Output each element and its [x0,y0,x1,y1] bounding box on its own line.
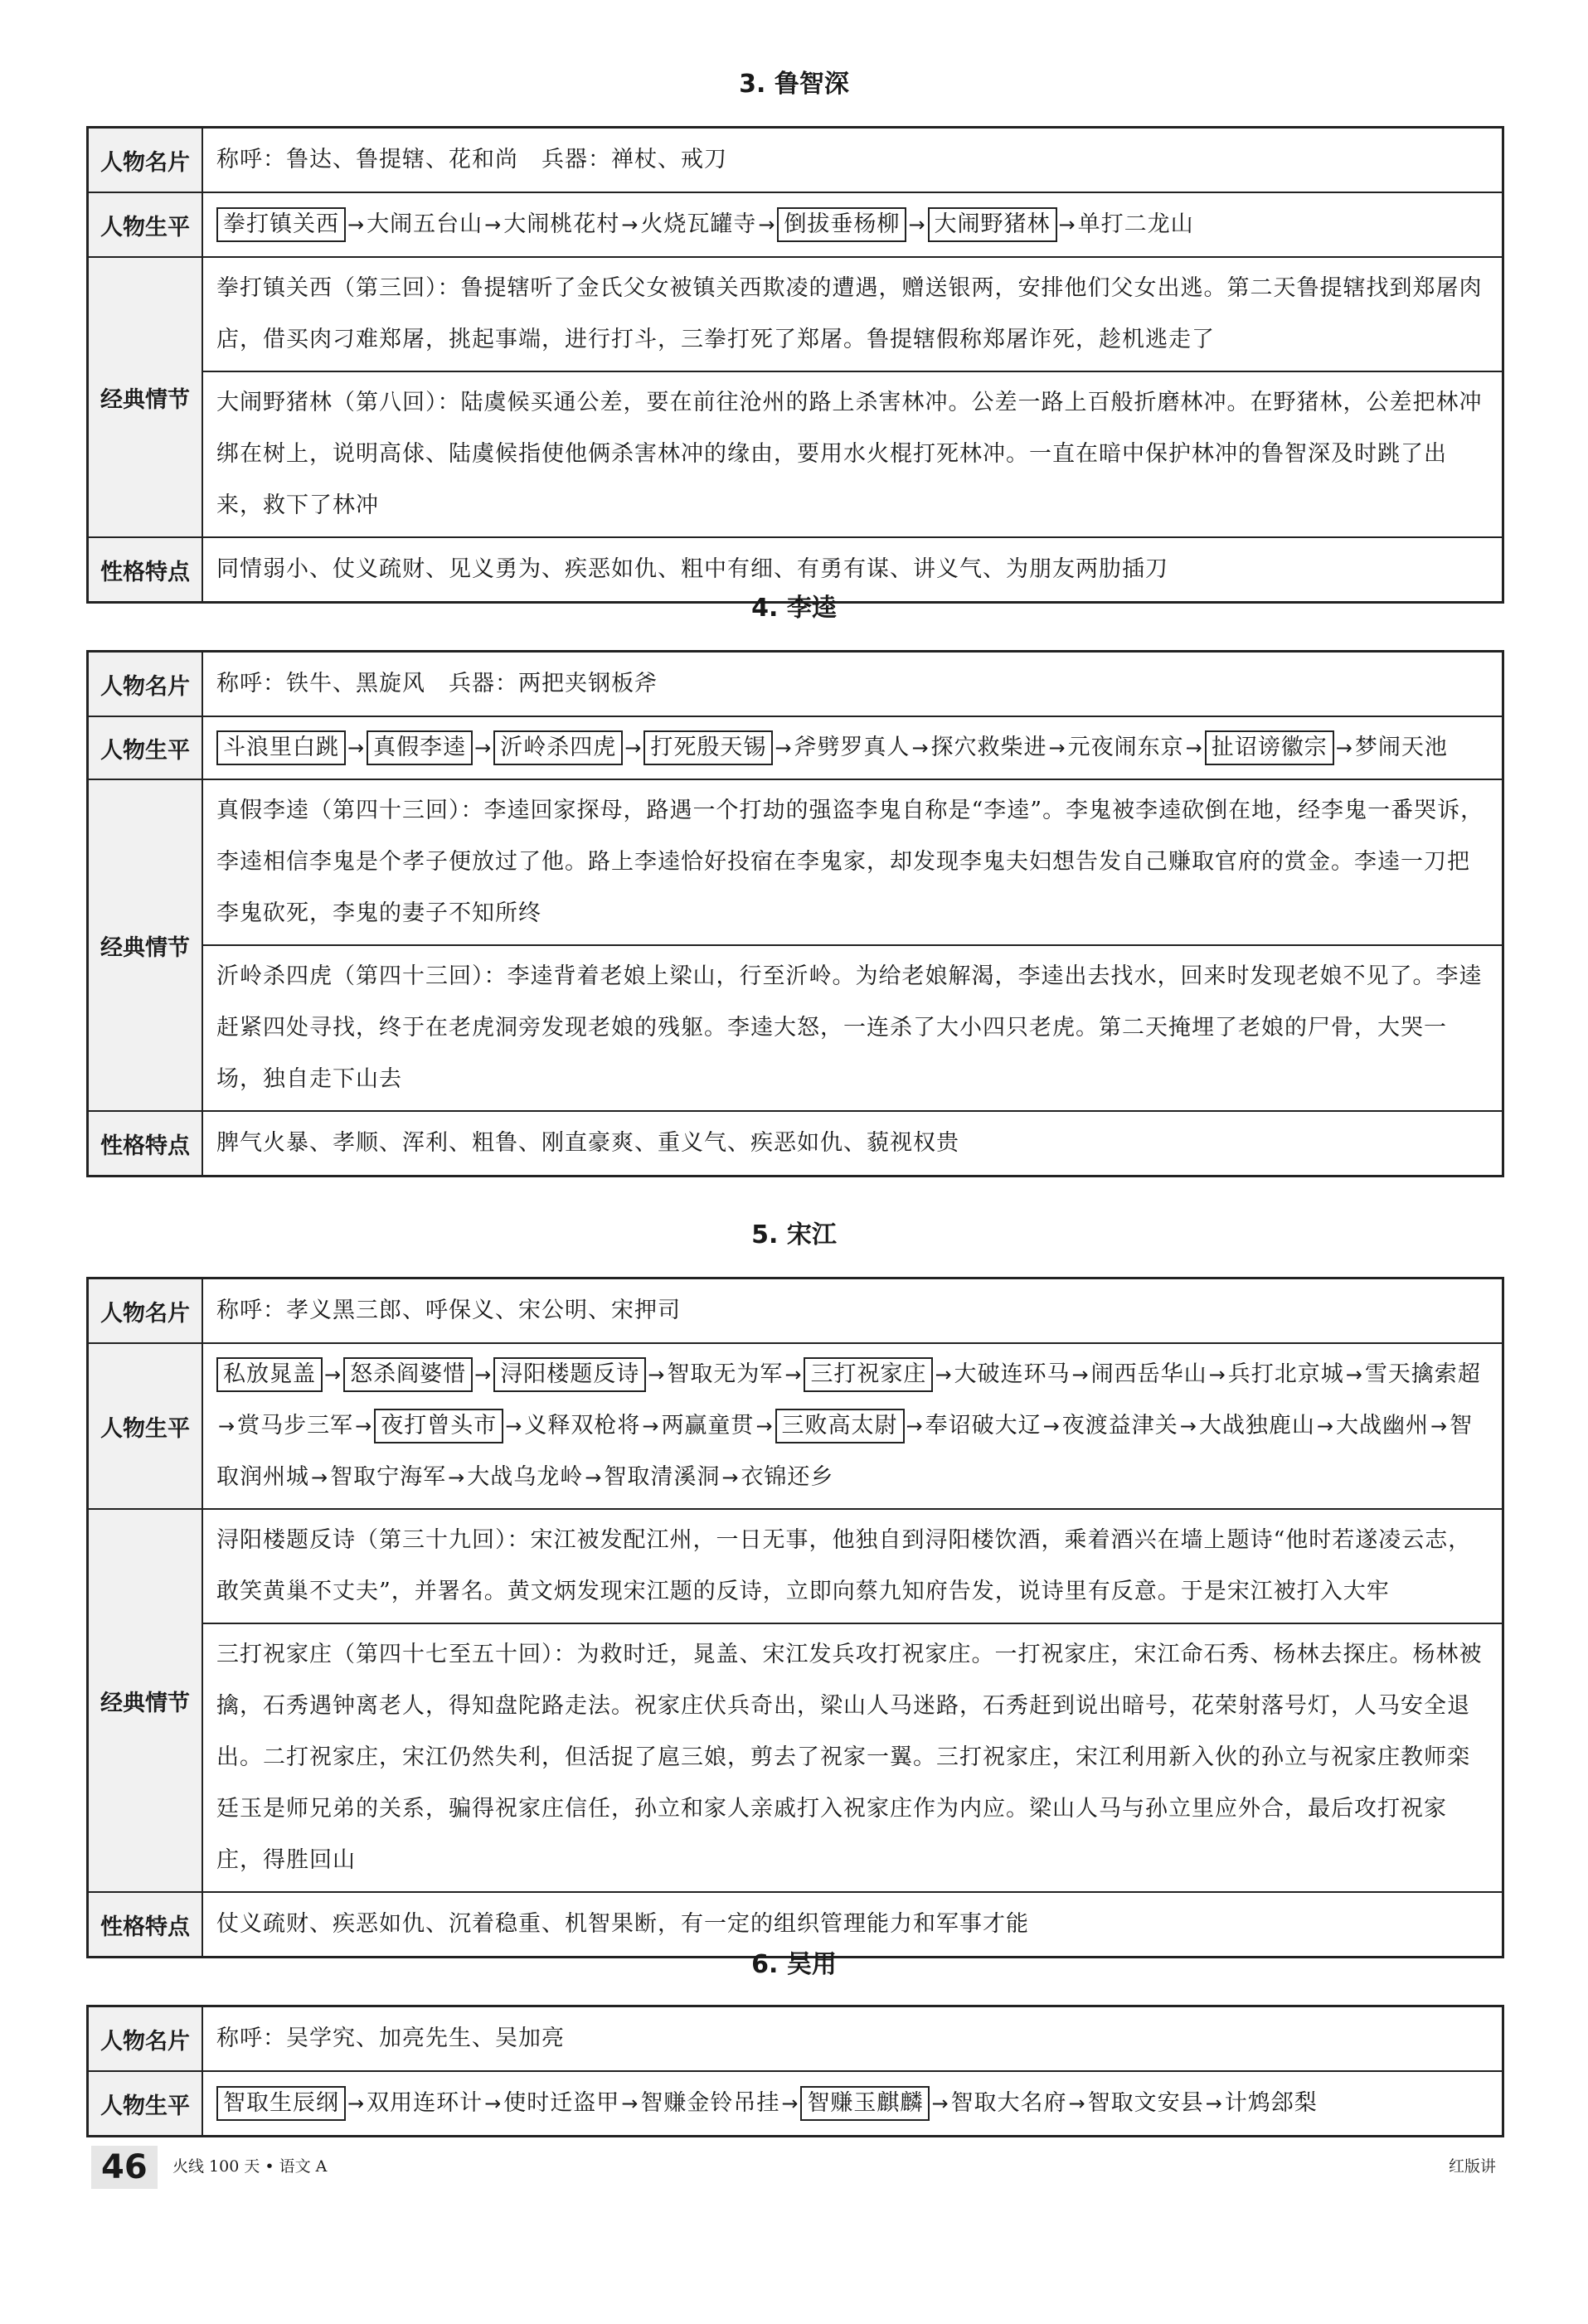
row-label-life: 人物生平 [88,716,203,779]
life-flow [202,192,1503,257]
flow-arrow: → [218,1414,236,1438]
plot-text: 浔阳楼题反诗（第三十九回）：宋江被发配江州，一日无事，他独自到浔阳楼饮酒，乘着酒兴在墙上题诗“他时若遂凌云志，敢笑黄巢不丈夫”，并署名。黄文炳发现宋江题的反诗，立即向蔡九知府告发，说诗里有反意。于是宋江被打入大牢 [202,1509,1503,1623]
row-label-traits: 性格特点 [88,1892,203,1958]
life-event: 兵打北京城 [1227,1361,1344,1387]
life-flow [202,716,1503,779]
life-event: 智取宁海军 [330,1464,447,1490]
life-event: 单打二龙山 [1077,211,1194,237]
plot-text: 大闹野猪林（第八回）：陆虞候买通公差，要在前往沧州的路上杀害林冲。公差一路上百般折磨林冲。在野猪林，公差把林冲绑在树上，说明高俅、陆虞候指使他俩杀害林冲的缘由，要用水火棍打死林冲。一直在暗中保护林冲的鲁智深及时跳了出来，救下了林冲 [202,371,1503,537]
section-title-wu-yong: 6. 吴用 [751,1950,837,1979]
flow-arrow: → [585,1466,603,1489]
flow-arrow: → [1071,1363,1090,1386]
flow-arrow: → [775,736,793,759]
nickname-row [88,1278,1503,1344]
life-event: 奉诏破大辽 [925,1413,1042,1439]
life-event: 火烧瓦罐寺 [640,211,757,237]
flow-arrow: → [784,1363,803,1386]
row-label-nickname: 人物名片 [88,1278,203,1344]
flow-arrow: → [1048,736,1066,759]
plot-text: 沂岭杀四虎（第四十三回）：李逵背着老娘上梁山，行至沂岭。为给老娘解渴，李逵出去找水，回来时发现老娘不见了。李逵赶紧四处寻找，终于在老虎洞旁发现老娘的残躯。李逵大怒，一连杀了大小四只老虎。第二天掩埋了老娘的尸骨，大哭一场，独自走下山去 [202,945,1503,1111]
flow-arrow: → [906,1414,924,1438]
plot-row [88,779,1503,945]
section-title-song-jiang: 5. 宋江 [751,1220,837,1249]
flow-arrow: → [484,213,503,236]
character-table-lu-zhishen [86,126,1504,604]
life-event: 智取润州城 [216,1413,1474,1490]
section-title-lu-zhishen: 3. 鲁智深 [739,70,849,99]
life-event: 大战乌龙岭 [467,1464,584,1490]
character-table-song-jiang [86,1277,1504,1958]
flow-arrow: → [1335,736,1353,759]
life-event: 大战独鹿山 [1198,1413,1315,1439]
nickname-row [88,652,1503,717]
life-event: 梦闹天池 [1354,735,1448,760]
flow-arrow: → [621,2092,639,2115]
row-label-life: 人物生平 [88,2071,203,2137]
life-event: 夜渡益津关 [1061,1413,1178,1439]
flow-arrow: → [648,1363,666,1386]
book-series-label: 火线 100 天 • 语文 A [172,2157,328,2176]
life-event-key: 智赚玉麒麟 [800,2086,930,2121]
flow-arrow: → [1042,1414,1061,1438]
life-event-key: 拳打镇关西 [216,207,346,242]
plot-row [88,1509,1503,1623]
flow-arrow: → [1345,1363,1363,1386]
life-event-key: 扯诏谤徽宗 [1205,730,1334,765]
life-event: 双用连环计 [367,2090,483,2116]
life-event-key: 大闹野猪林 [928,207,1057,242]
life-flow [202,2071,1503,2137]
flow-arrow: → [311,1466,329,1489]
flow-arrow: → [474,1363,493,1386]
flow-arrow: → [1316,1414,1334,1438]
row-label-plots: 经典情节 [88,1509,203,1892]
life-event: 大闹桃花村 [503,211,620,237]
flow-arrow: → [935,1363,953,1386]
nickname-row [88,2006,1503,2072]
plot-text: 拳打镇关西（第三回）：鲁提辖听了金氏父女被镇关西欺凌的遭遇，赠送银两，安排他们父女出逃。第二天鲁提辖找到郑屠肉店，借买肉刁难郑屠，挑起事端，进行打斗，三拳打死了郑屠。鲁提辖假称郑屠诈死，趁机逃走了 [202,257,1503,371]
row-label-plots: 经典情节 [88,779,203,1111]
flow-arrow: → [1205,2092,1223,2115]
life-row [88,1343,1503,1509]
flow-arrow: → [758,213,776,236]
life-event-key: 斗浪里白跳 [216,730,346,765]
page-number: 46 [91,2146,158,2189]
life-event-key: 私放晁盖 [216,1357,323,1392]
life-event-key: 怒杀阎婆惜 [343,1357,473,1392]
section-title-li-kui: 4. 李逵 [751,594,837,623]
plot-row [88,371,1503,537]
life-event-key: 倒拔垂杨柳 [777,207,906,242]
flow-arrow: → [755,1414,774,1438]
nickname-row [88,128,1503,193]
flow-arrow: → [1068,2092,1086,2115]
flow-arrow: → [781,2092,799,2115]
page-footer [86,2144,1504,2194]
flow-arrow: → [931,2092,949,2115]
flow-arrow: → [721,1466,740,1489]
traits-text: 脾气火暴、孝顺、浑利、粗鲁、刚直豪爽、重义气、疾恶如仇、藐视权贵 [202,1111,1503,1177]
flow-arrow: → [484,2092,503,2115]
life-event-key: 智取生辰纲 [216,2086,346,2121]
life-event: 衣锦还乡 [741,1464,834,1490]
nickname-text: 称呼：鲁达、鲁提辖、花和尚 兵器：禅杖、戒刀 [202,128,1503,193]
flow-arrow: → [347,2092,366,2115]
flow-arrow: → [1179,1414,1197,1438]
life-row [88,716,1503,779]
flow-arrow: → [908,213,926,236]
life-event-key: 沂岭杀四虎 [493,730,623,765]
traits-text: 仗义疏财、疾恶如仇、沉着稳重、机智果断，有一定的组织管理能力和军事才能 [202,1892,1503,1958]
flow-arrow: → [324,1363,342,1386]
row-label-traits: 性格特点 [88,1111,203,1177]
flow-arrow: → [347,213,366,236]
life-event-key: 三败高太尉 [775,1409,905,1443]
life-event-key: 浔阳楼题反诗 [493,1357,646,1392]
row-label-life: 人物生平 [88,192,203,257]
life-event: 探穴救柴进 [930,735,1047,760]
life-event: 赏马步三军 [237,1413,354,1439]
life-row [88,2071,1503,2137]
flow-arrow: → [642,1414,660,1438]
life-event: 大战幽州 [1335,1413,1429,1439]
life-event: 使时迁盗甲 [503,2090,620,2116]
life-row [88,192,1503,257]
plot-row [88,1623,1503,1892]
life-event: 智赚金铃吊挂 [640,2090,780,2116]
plot-text: 三打祝家庄（第四十七至五十回）：为救时迁，晁盖、宋江发兵攻打祝家庄。一打祝家庄，宋江命石秀、杨林去探庄。杨林被擒，石秀遇钟离老人，得知盘陀路走法。祝家庄伏兵奇出，梁山人马迷路，石秀赶到说出暗号，花荣射落号灯，人马安全退出。二打祝家庄，宋江仍然失利，但活捉了扈三娘，剪去了祝家一翼。三打祝家庄，宋江利用新入伙的孙立与祝家庄教师栾廷玉是师兄弟的关系，骗得祝家庄信任，孙立和家人亲戚打入祝家庄作为内应。梁山人马与孙立里应外合，最后攻打祝家庄，得胜回山 [202,1623,1503,1892]
life-event: 元夜闹东京 [1067,735,1184,760]
flow-arrow: → [355,1414,373,1438]
row-label-traits: 性格特点 [88,537,203,603]
life-event: 智取清溪洞 [604,1464,721,1490]
flow-arrow: → [621,213,639,236]
life-event: 义释双枪将 [524,1413,641,1439]
nickname-text: 称呼：孝义黑三郎、呼保义、宋公明、宋押司 [202,1278,1503,1344]
flow-arrow: → [474,736,493,759]
life-event: 智取大名府 [950,2090,1067,2116]
life-event: 大闹五台山 [367,211,483,237]
life-event: 闹西岳华山 [1090,1361,1207,1387]
life-event: 两赢童贯 [661,1413,755,1439]
flow-arrow: → [1430,1414,1449,1438]
life-event: 大破连环马 [954,1361,1071,1387]
flow-arrow: → [1208,1363,1226,1386]
life-event: 智取无为军 [667,1361,784,1387]
life-event: 雪天擒索超 [1364,1361,1481,1387]
life-event-key: 三打祝家庄 [804,1357,933,1392]
flow-arrow: → [911,736,930,759]
traits-text: 同情弱小、仗义疏财、见义勇为、疾恶如仇、粗中有细、有勇有谋、讲义气、为朋友两肋插刀 [202,537,1503,603]
flow-arrow: → [448,1466,466,1489]
row-label-nickname: 人物名片 [88,652,203,717]
life-event: 斧劈罗真人 [794,735,911,760]
row-label-nickname: 人物名片 [88,2006,203,2072]
flow-arrow: → [347,736,366,759]
life-event-key: 真假李逵 [367,730,473,765]
flow-arrow: → [505,1414,523,1438]
traits-row [88,1111,1503,1177]
nickname-text: 称呼：铁牛、黑旋风 兵器：两把夹钢板斧 [202,652,1503,717]
edition-label: 红版讲 [1448,2157,1496,2176]
life-event: 智取文安县 [1087,2090,1204,2116]
row-label-plots: 经典情节 [88,257,203,537]
plot-row [88,945,1503,1111]
row-label-nickname: 人物名片 [88,128,203,193]
life-event-key: 夜打曾头市 [374,1409,503,1443]
flow-arrow: → [1185,736,1203,759]
character-table-wu-yong [86,2005,1504,2137]
nickname-text: 称呼：吴学究、加亮先生、吴加亮 [202,2006,1503,2072]
life-event: 计鸩郐梨 [1224,2090,1318,2116]
plot-row [88,257,1503,371]
plot-text: 真假李逵（第四十三回）：李逵回家探母，路遇一个打劫的强盗李鬼自称是“李逵”。李鬼被李逵砍倒在地，经李鬼一番哭诉，李逵相信李鬼是个孝子便放过了他。路上李逵恰好投宿在李鬼家，却发现李鬼夫妇想告发自己赚取官府的赏金。李逵一刀把李鬼砍死，李鬼的妻子不知所终 [202,779,1503,945]
flow-arrow: → [1058,213,1076,236]
row-label-life: 人物生平 [88,1343,203,1509]
flow-arrow: → [624,736,643,759]
life-flow [202,1343,1503,1509]
character-table-li-kui [86,650,1504,1177]
life-event-key: 打死殷天锡 [643,730,773,765]
